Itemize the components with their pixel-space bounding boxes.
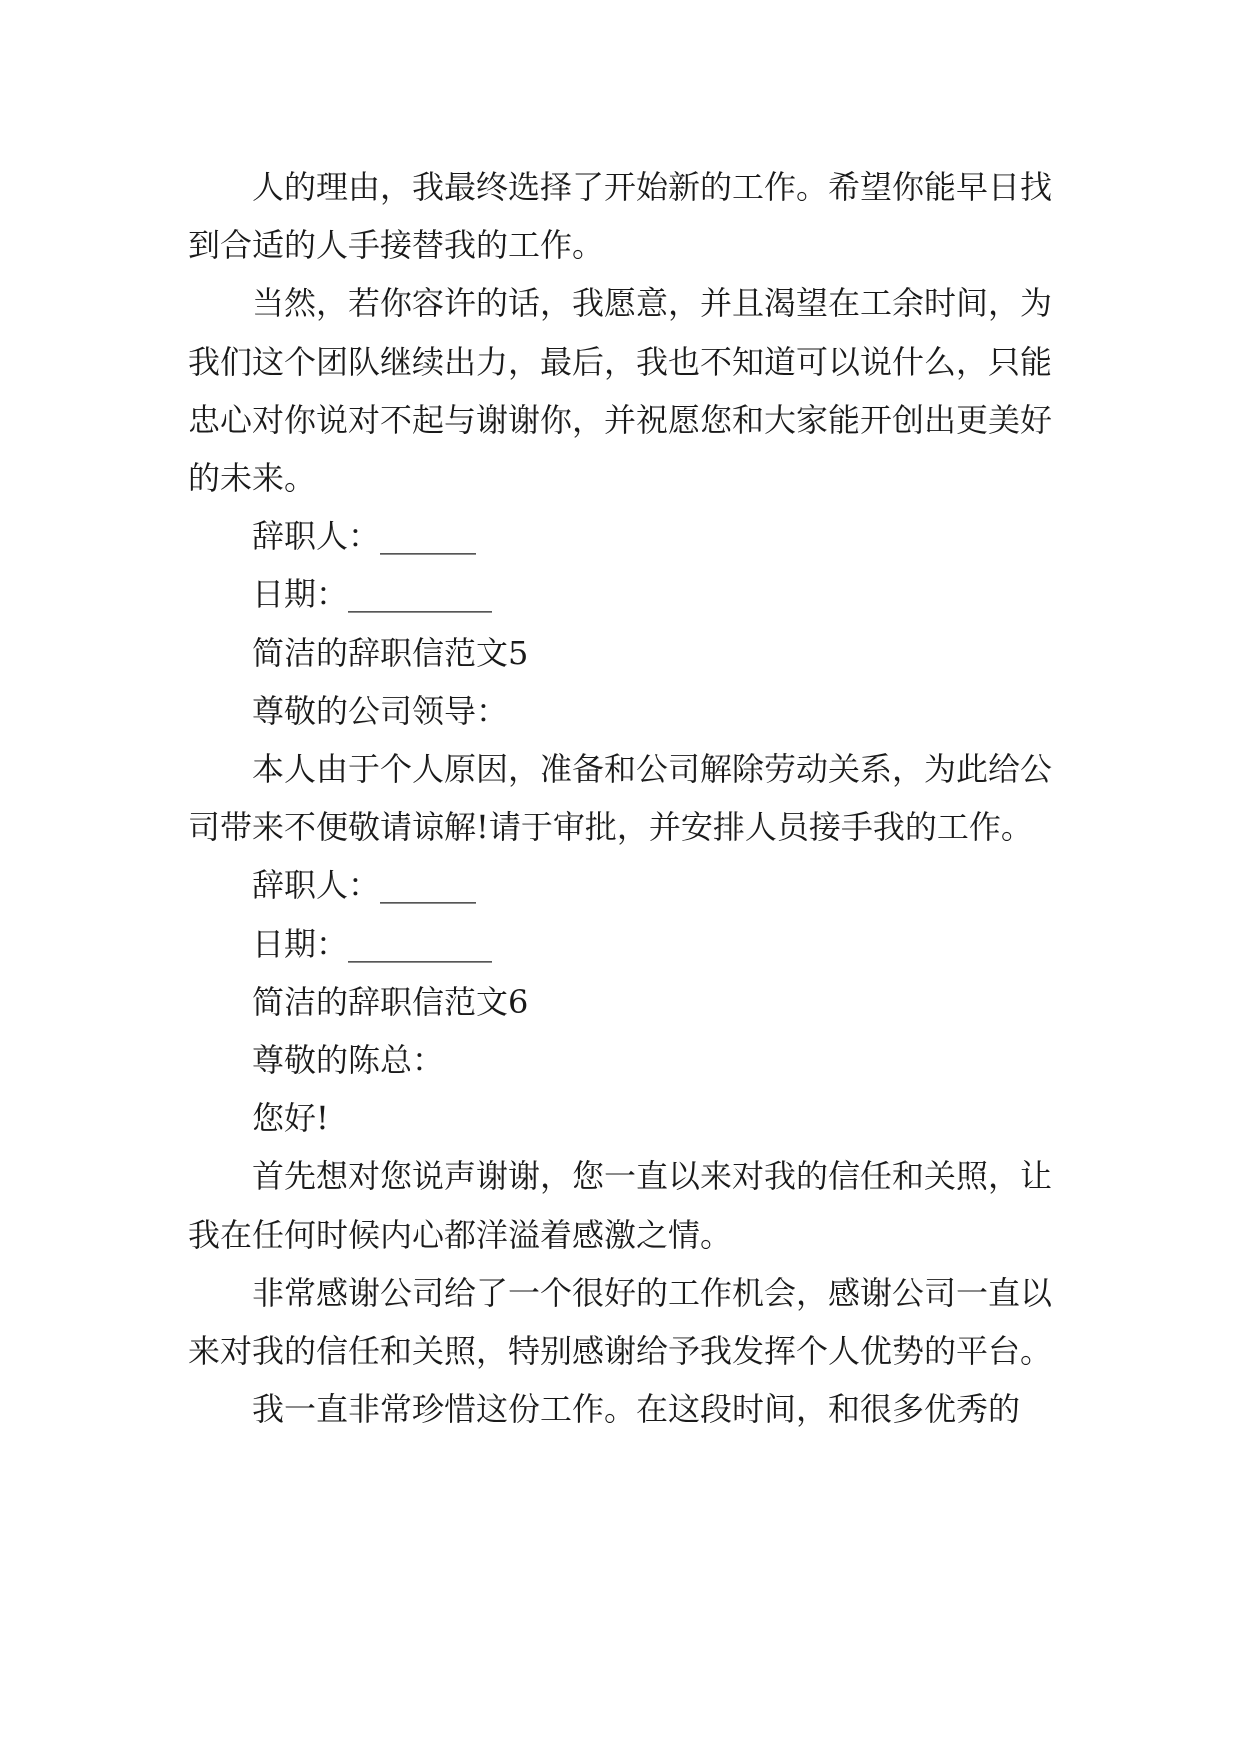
- signature-line: 辞职人：______: [252, 517, 477, 556]
- paragraph-gratitude: 非常感谢公司给了一个很好的工作机会，感谢公司一直以来对我的信任和关照，特别感谢给予我发挥个人优势的平台。: [188, 1273, 1053, 1371]
- greeting: 您好!: [252, 1099, 329, 1138]
- section-heading: 简洁的辞职信范文5: [252, 633, 529, 672]
- document-body: [188, 158, 1056, 1438]
- date-line: 日期：_________: [252, 575, 493, 614]
- paragraph-body: 本人由于个人原因，准备和公司解除劳动关系，为此给公司带来不便敬请谅解!请于审批，并安排人员接手我的工作。: [188, 750, 1053, 847]
- section-heading: 简洁的辞职信范文6: [252, 982, 529, 1021]
- paragraph-offer-help: 当然，若你容许的话，我愿意，并且渴望在工余时间，为我们这个团队继续出力，最后，我也不知道可以说什么，只能忠心对你说对不起与谢谢你，并祝愿您和大家能开创出更美好的未来。: [188, 284, 1053, 498]
- signature-line: 辞职人：______: [252, 866, 477, 905]
- paragraph-reason: 人的理由，我最终选择了开始新的工作。希望你能早日找到合适的人手接替我的工作。: [188, 168, 1053, 265]
- salutation: 尊敬的公司领导：: [252, 691, 509, 730]
- paragraph-cherish: 我一直非常珍惜这份工作。在这段时间，和很多优秀的: [252, 1390, 1021, 1429]
- salutation: 尊敬的陈总：: [252, 1041, 445, 1080]
- date-line: 日期：_________: [252, 924, 493, 963]
- paragraph-thanks: 首先想对您说声谢谢，您一直以来对我的信任和关照，让我在任何时候内心都洋溢着感激之情。: [188, 1157, 1053, 1254]
